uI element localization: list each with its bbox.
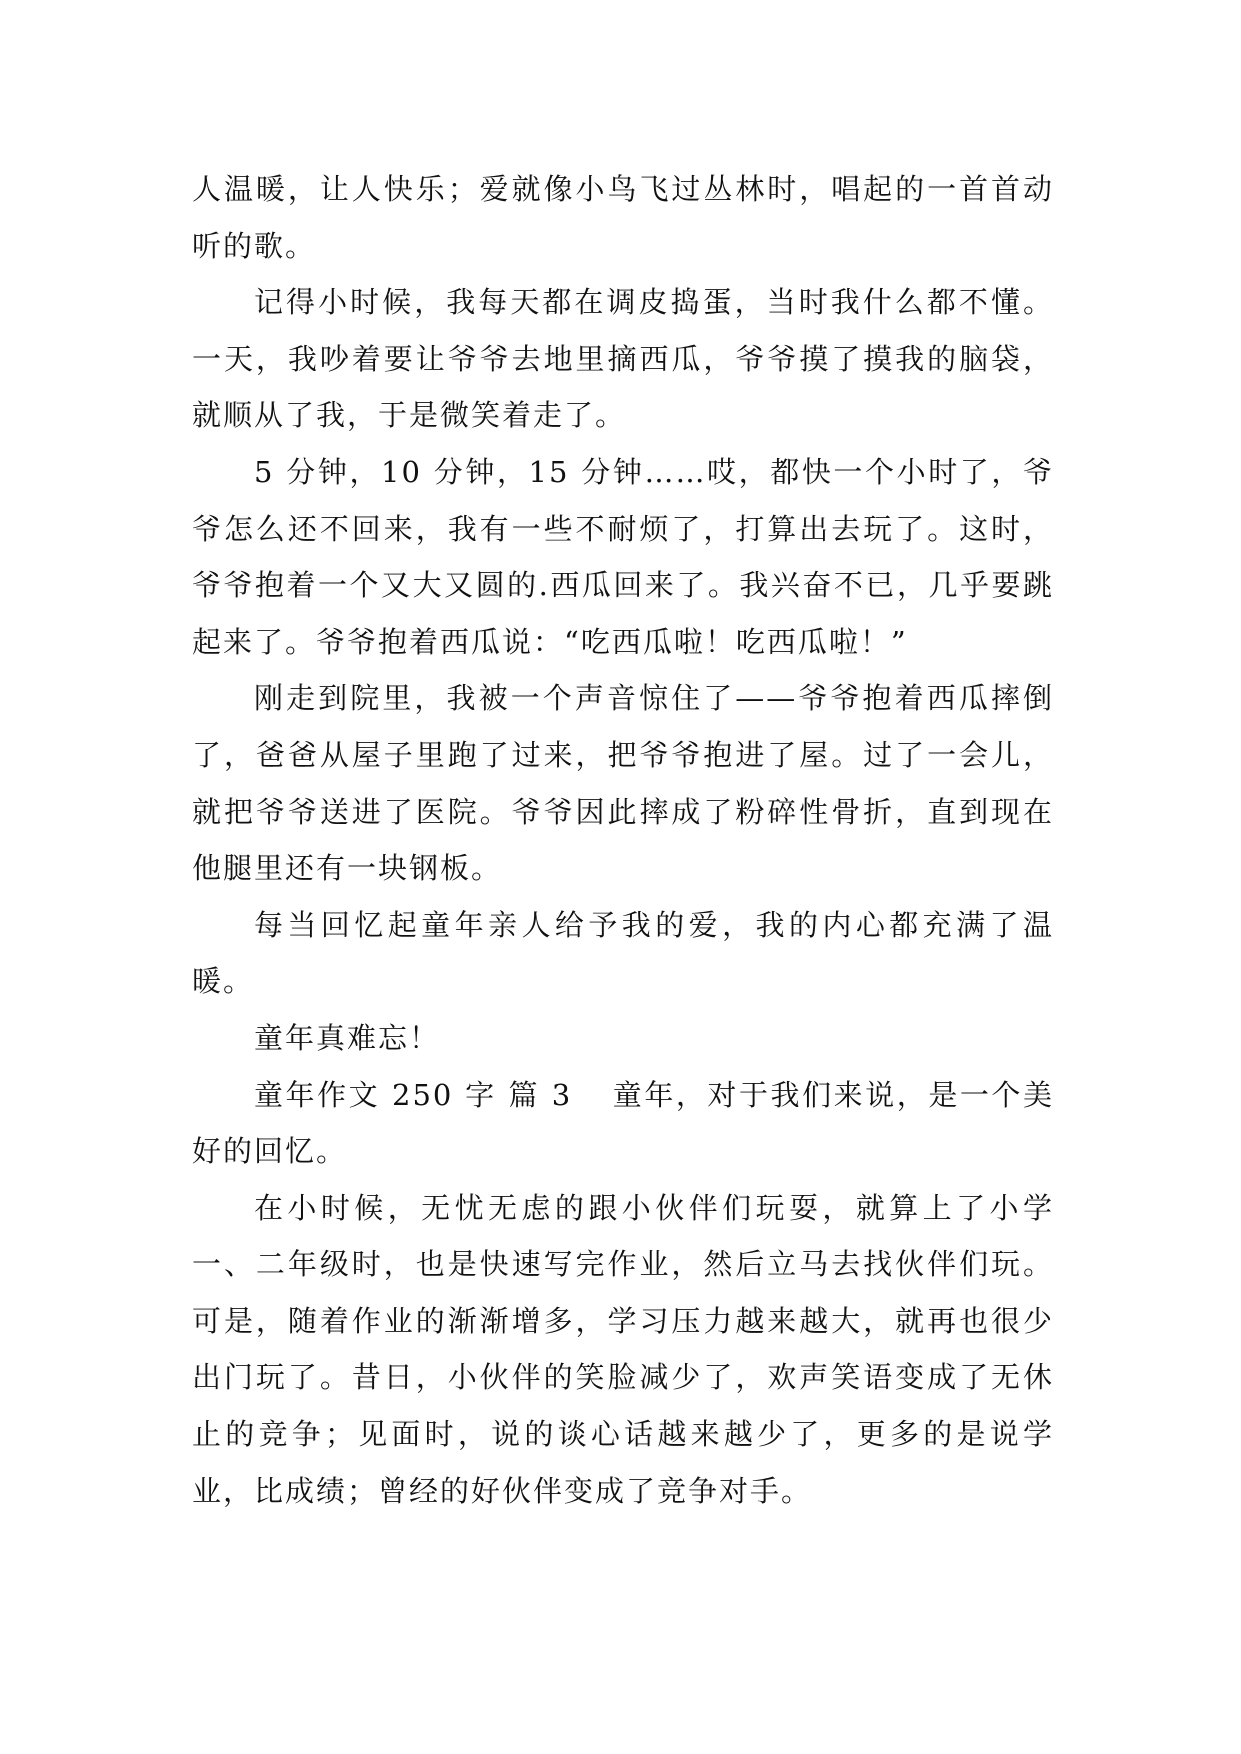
article-body — [192, 161, 1054, 1519]
paragraph: 在小时候，无忧无虑的跟小伙伴们玩耍，就算上了小学一、二年级时，也是快速写完作业，然后立马去找伙伴们玩。可是，随着作业的渐渐增多，学习压力越来越大，就再也很少出门玩了。昔日，小伙伴的笑脸减少了，欢声笑语变成了无休止的竞争；见面时，说的谈心话越来越少了，更多的是说学业，比成绩；曾经的好伙伴变成了竞争对手。 — [192, 1190, 1054, 1508]
paragraph: 人温暖，让人快乐；爱就像小鸟飞过丛林时，唱起的一首首动听的歌。 — [192, 172, 1054, 263]
paragraph: 每当回忆起童年亲人给予我的爱，我的内心都充满了温暖。 — [192, 907, 1054, 999]
paragraph: 记得小时候，我每天都在调皮捣蛋，当时我什么都不懂。一天，我吵着要让爷爷去地里摘西瓜，爷爷摸了摸我的脑袋，就顺从了我，于是微笑着走了。 — [192, 285, 1054, 433]
section-title: 童年作文 250 字 篇 3 — [254, 1077, 573, 1112]
section-lead-in: 童年，对于我们来说，是一个美好的回忆。 — [192, 1077, 1054, 1169]
paragraph: 5 分钟，10 分钟，15 分钟……哎，都快一个小时了，爷爷怎么还不回来，我有一些不耐烦了，打算出去玩了。这时，爷爷抱着一个又大又圆的.西瓜回来了。我兴奋不已，几乎要跳起来了。爷爷抱着西瓜说：“吃西瓜啦！吃西瓜啦！” — [192, 454, 1054, 659]
paragraph: 刚走到院里，我被一个声音惊住了——爷爷抱着西瓜摔倒了，爸爸从屋子里跑了过来，把爷爷抱进了屋。过了一会儿，就把爷爷送进了医院。爷爷因此摔成了粉碎性骨折，直到现在他腿里还有一块钢板。 — [192, 681, 1054, 886]
paragraph: 童年真难忘！ — [254, 1020, 441, 1055]
section-heading-paragraph — [192, 1067, 1054, 1180]
